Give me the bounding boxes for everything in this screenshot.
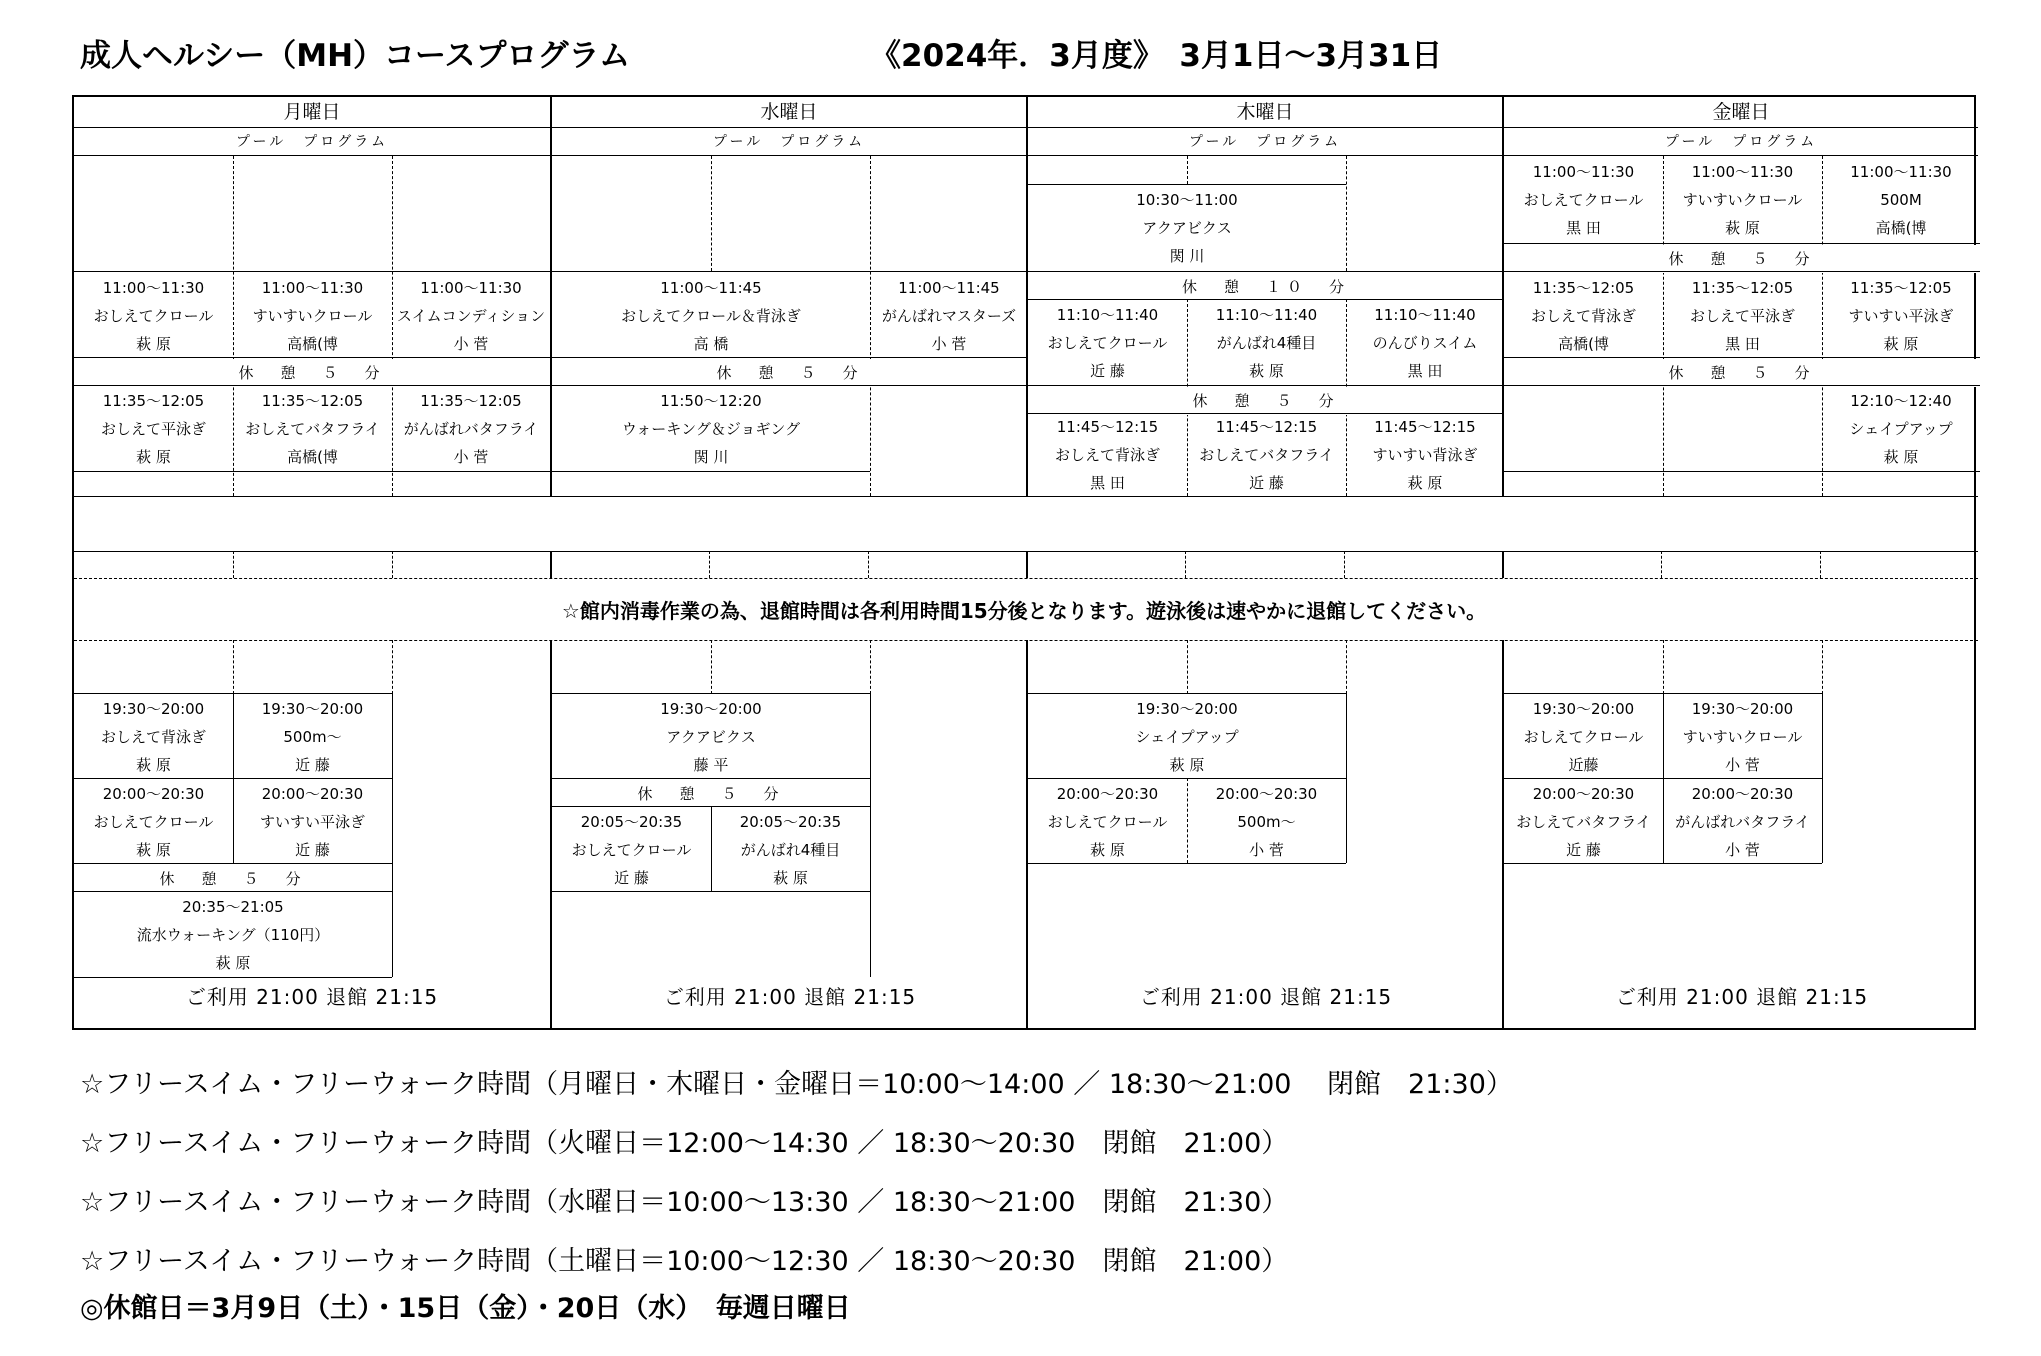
- class-time: 11:00～11:30: [1691, 163, 1794, 181]
- free-swim-hours: ☆フリースイム・フリーウォーク時間（月曜日・木曜日・金曜日＝10:00～14:00 ／ 18:30～21:00 閉館 21:30）: [80, 1069, 1513, 1100]
- divider: [1028, 299, 1504, 300]
- divider: [1346, 640, 1347, 694]
- instructor: 藤 平: [693, 756, 729, 774]
- divider: [1663, 640, 1664, 694]
- class-cell: [1346, 301, 1504, 385]
- instructor: 萩 原: [136, 841, 171, 859]
- class-time: 11:10～11:40: [1215, 306, 1318, 324]
- class-cell: [552, 695, 870, 779]
- instructor: 関 川: [1169, 247, 1205, 265]
- instructor: 黒 田: [1725, 335, 1760, 353]
- day-name: 金曜日: [1504, 97, 1978, 128]
- instructor: 近藤: [1568, 756, 1599, 774]
- class-time: 11:00～11:30: [102, 279, 205, 297]
- instructor: 萩 原: [136, 756, 171, 774]
- class-time: 11:00～11:30: [420, 279, 522, 297]
- class-name: おしえて背泳ぎ: [100, 728, 206, 746]
- divider: [1661, 551, 1662, 578]
- divider: [870, 693, 871, 977]
- class-time: 20:35～21:05: [182, 898, 284, 916]
- class-time: 12:10～12:40: [1850, 392, 1952, 410]
- divider: [1187, 156, 1188, 184]
- instructor: 近 藤: [1090, 362, 1125, 380]
- class-name: すいすい平泳ぎ: [259, 813, 365, 831]
- divider: [233, 551, 234, 578]
- class-name: シェイプアップ: [1849, 420, 1953, 438]
- instructor: 近 藤: [295, 841, 330, 859]
- divider: [74, 578, 1978, 579]
- divider: [552, 385, 1028, 386]
- divider: [74, 496, 1978, 497]
- divider: [1346, 693, 1347, 863]
- class-name: がんばれ4種目: [1216, 334, 1317, 352]
- instructor: 高 橋: [693, 335, 729, 353]
- instructor: 萩 原: [136, 335, 171, 353]
- class-name: アクアビクス: [1142, 219, 1232, 237]
- instructor: 高橋(博: [1558, 335, 1609, 353]
- class-time: 11:00～11:30: [261, 279, 364, 297]
- class-cell: [74, 695, 233, 779]
- divider: [1504, 385, 1980, 386]
- class-cell: [74, 893, 392, 977]
- day-name: 木曜日: [1028, 97, 1502, 128]
- class-name: おしえて平泳ぎ: [1689, 307, 1795, 325]
- class-time: 11:50～12:20: [660, 392, 762, 410]
- class-time: 11:35～12:05: [261, 392, 364, 410]
- class-time: 19:30～20:00: [1691, 700, 1794, 718]
- instructor: 小 菅: [453, 335, 489, 353]
- divider: [709, 551, 710, 578]
- divider: [550, 551, 552, 578]
- class-cell: [1504, 274, 1663, 358]
- class-name: おしえてクロール: [571, 841, 692, 859]
- divider: [1504, 778, 1822, 779]
- divider: [392, 640, 393, 694]
- class-cell: [1663, 158, 1822, 242]
- class-time: 19:30～20:00: [1532, 700, 1635, 718]
- class-name: おしえて背泳ぎ: [1054, 446, 1160, 464]
- class-name: ウォーキング＆ジョギング: [621, 420, 801, 438]
- class-name: すいすい背泳ぎ: [1372, 446, 1478, 464]
- class-name: おしえてクロール: [1523, 728, 1644, 746]
- instructor: 小 菅: [1725, 756, 1760, 774]
- day-name: 水曜日: [552, 97, 1026, 128]
- instructor: 近 藤: [1249, 474, 1284, 492]
- closing-time: ご利用 21:00 退館 21:15: [185, 985, 439, 1009]
- divider: [1028, 184, 1346, 185]
- divider: [74, 863, 392, 864]
- pool-program-label: プール プログラム: [74, 128, 550, 156]
- class-time: 11:35～12:05: [1532, 279, 1635, 297]
- class-cell: [1504, 695, 1663, 779]
- class-cell: [1504, 158, 1663, 242]
- class-name: がんばれ4種目: [740, 841, 841, 859]
- divider: [74, 778, 392, 779]
- class-time: 10:30～11:00: [1136, 191, 1238, 209]
- instructor: 関 川: [693, 448, 729, 466]
- divider: [74, 640, 1978, 641]
- instructor: 萩 原: [1090, 841, 1125, 859]
- class-time: 20:05～20:35: [580, 813, 683, 831]
- break-label: 休 憩 ５ 分: [74, 865, 392, 893]
- instructor: 高橋(博: [1875, 219, 1927, 237]
- divider: [74, 385, 550, 386]
- divider: [1187, 640, 1188, 694]
- divider: [1346, 156, 1347, 271]
- class-name: おしえてクロール: [93, 307, 214, 325]
- divider: [1504, 863, 1822, 864]
- class-name: おしえてバタフライ: [1516, 813, 1651, 831]
- divider: [392, 551, 393, 578]
- divider: [1026, 551, 1028, 578]
- instructor: 高橋(博: [287, 335, 338, 353]
- instructor: 黒 田: [1090, 474, 1125, 492]
- class-cell: [711, 808, 870, 892]
- class-name: すいすいクロール: [1682, 191, 1803, 209]
- class-cell: [1028, 413, 1187, 497]
- break-label: 休 憩 ５ 分: [552, 359, 1028, 387]
- class-name: おしえてバタフライ: [245, 420, 380, 438]
- instructor: 萩 原: [1725, 219, 1760, 237]
- instructor: 萩 原: [1883, 448, 1919, 466]
- divider: [870, 640, 871, 694]
- class-name: おしえてクロール＆背泳ぎ: [621, 307, 801, 325]
- class-time: 20:00～20:30: [102, 785, 205, 803]
- class-cell: [1663, 274, 1822, 358]
- class-name: 500M: [1880, 191, 1922, 209]
- class-name: 500m～: [283, 728, 342, 746]
- divider: [74, 891, 392, 892]
- class-time: 19:30～20:00: [261, 700, 364, 718]
- divider: [1504, 471, 1980, 472]
- class-cell: [1822, 387, 1980, 471]
- divider: [552, 891, 870, 892]
- class-cell: [233, 695, 392, 779]
- instructor: 近 藤: [295, 756, 330, 774]
- divider: [711, 156, 712, 271]
- class-name: おしえてバタフライ: [1199, 446, 1334, 464]
- break-label: 休 憩 ５ 分: [1504, 245, 1980, 273]
- class-name: すいすいクロール: [252, 307, 373, 325]
- class-time: 20:00～20:30: [261, 785, 364, 803]
- divider: [711, 640, 712, 694]
- class-name: おしえてクロール: [1523, 191, 1644, 209]
- instructor: 近 藤: [614, 869, 649, 887]
- instructor: 萩 原: [1169, 756, 1205, 774]
- closed-days: ◎休館日＝3月9日（土）・15日（金）・20日（水） 毎週日曜日: [80, 1293, 851, 1324]
- class-time: 11:45～12:15: [1374, 418, 1476, 436]
- class-name: がんばれマスターズ: [881, 307, 1017, 325]
- divider: [1502, 551, 1504, 578]
- divider: [74, 471, 550, 472]
- class-name: 500m～: [1237, 813, 1296, 831]
- closing-time: ご利用 21:00 退館 21:15: [1615, 985, 1869, 1009]
- break-label: 休 憩 ５ 分: [1504, 359, 1980, 387]
- free-swim-hours: ☆フリースイム・フリーウォーク時間（土曜日＝10:00～12:30 ／ 18:30～20:30 閉館 21:00）: [80, 1246, 1289, 1277]
- class-cell: [1028, 186, 1346, 270]
- divider: [552, 693, 870, 694]
- pool-program-label: プール プログラム: [552, 128, 1026, 156]
- break-label: 休 憩 １０ 分: [1181, 278, 1350, 296]
- class-name: アクアビクス: [666, 728, 756, 746]
- class-cell: [1028, 301, 1187, 385]
- class-name: おしえてクロール: [1047, 334, 1168, 352]
- break-label: 休 憩 ５ 分: [74, 359, 550, 387]
- class-time: 19:30～20:00: [660, 700, 762, 718]
- divider: [1028, 271, 1504, 272]
- divider: [233, 640, 234, 694]
- class-name: 流水ウォーキング（110円）: [136, 926, 330, 944]
- class-time: 11:00～11:45: [898, 279, 1000, 297]
- free-swim-hours: ☆フリースイム・フリーウォーク時間（水曜日＝10:00～13:30 ／ 18:30～21:00 閉館 21:30）: [80, 1187, 1289, 1218]
- class-cell: [233, 780, 392, 864]
- pool-program-label: プール プログラム: [1028, 128, 1502, 156]
- class-time: 11:10～11:40: [1056, 306, 1159, 324]
- class-time: 11:00～11:30: [1850, 163, 1952, 181]
- class-name: すいすいクロール: [1682, 728, 1803, 746]
- divider: [1504, 243, 1980, 244]
- divider: [1028, 385, 1504, 386]
- class-time: 20:05～20:35: [739, 813, 842, 831]
- day-name: 月曜日: [74, 97, 550, 128]
- pool-program-label: プール プログラム: [1504, 128, 1978, 156]
- instructor: 高橋(博: [287, 448, 338, 466]
- class-time: 19:30～20:00: [1136, 700, 1238, 718]
- divider: [552, 271, 1028, 272]
- class-cell: [233, 274, 392, 358]
- class-cell: [74, 274, 233, 358]
- class-time: 11:35～12:05: [420, 392, 522, 410]
- divider: [392, 693, 393, 977]
- divider: [1028, 693, 1346, 694]
- divider: [1504, 357, 1980, 358]
- class-cell: [74, 387, 233, 471]
- divider: [552, 778, 870, 779]
- class-cell: [552, 808, 711, 892]
- class-name: おしえてクロール: [93, 813, 214, 831]
- divider: [1504, 271, 1980, 272]
- class-cell: [1187, 301, 1346, 385]
- instructor: 小 菅: [931, 335, 967, 353]
- instructor: 萩 原: [1883, 335, 1919, 353]
- class-cell: [1346, 413, 1504, 497]
- divider: [1822, 640, 1823, 694]
- divider: [1820, 551, 1821, 578]
- instructor: 小 菅: [1249, 841, 1284, 859]
- class-cell: [1187, 413, 1346, 497]
- disinfection-notice: ☆館内消毒作業の為、退館時間は各利用時間15分後となります。遊泳後は速やかに退館してください。: [561, 599, 1487, 623]
- class-time: 20:00～20:30: [1691, 785, 1794, 803]
- break-label: 休 憩 ５ 分: [552, 780, 870, 808]
- class-time: 11:35～12:05: [1850, 279, 1952, 297]
- divider: [1344, 551, 1345, 578]
- class-time: 20:00～20:30: [1215, 785, 1318, 803]
- class-time: 19:30～20:00: [102, 700, 205, 718]
- closing-time: ご利用 21:00 退館 21:15: [663, 985, 917, 1009]
- divider: [74, 357, 550, 358]
- class-cell: [1504, 780, 1663, 864]
- schedule-table: [72, 95, 1976, 1030]
- class-name: おしえてクロール: [1047, 813, 1168, 831]
- instructor: 小 菅: [1725, 841, 1760, 859]
- class-name: のんびりスイム: [1372, 334, 1478, 352]
- divider: [74, 271, 550, 272]
- break-label: 休 憩 ５ 分: [1028, 387, 1504, 415]
- instructor: 黒 田: [1566, 219, 1601, 237]
- class-cell: [1028, 695, 1346, 779]
- class-time: 20:00～20:30: [1532, 785, 1635, 803]
- class-time: 11:45～12:15: [1056, 418, 1159, 436]
- divider: [1028, 863, 1346, 864]
- instructor: 萩 原: [215, 954, 251, 972]
- divider: [552, 357, 1028, 358]
- schedule-period: 《2024年．3月度》 3月1日～3月31日: [870, 38, 1443, 74]
- class-time: 11:35～12:05: [1691, 279, 1794, 297]
- divider: [552, 471, 870, 472]
- class-cell: [392, 274, 550, 358]
- instructor: 黒 田: [1407, 362, 1443, 380]
- instructor: 萩 原: [773, 869, 808, 887]
- class-time: 20:00～20:30: [1056, 785, 1159, 803]
- free-swim-hours: ☆フリースイム・フリーウォーク時間（火曜日＝12:00～14:30 ／ 18:30～20:30 閉館 21:00）: [80, 1128, 1289, 1159]
- class-name: すいすい平泳ぎ: [1848, 307, 1954, 325]
- class-cell: [392, 387, 550, 471]
- class-cell: [1822, 274, 1980, 358]
- class-cell: [1663, 695, 1822, 779]
- class-time: 11:45～12:15: [1215, 418, 1318, 436]
- class-cell: [74, 780, 233, 864]
- divider: [1822, 693, 1823, 863]
- class-cell: [233, 387, 392, 471]
- class-cell: [1663, 780, 1822, 864]
- class-time: 11:00～11:30: [1532, 163, 1635, 181]
- page-title: 成人ヘルシー（MH）コースプログラム: [80, 38, 631, 74]
- class-name: がんばれバタフライ: [1675, 813, 1810, 831]
- class-name: おしえて背泳ぎ: [1530, 307, 1636, 325]
- class-time: 11:35～12:05: [102, 392, 205, 410]
- class-cell: [870, 274, 1028, 358]
- class-time: 11:00～11:45: [660, 279, 762, 297]
- instructor: 近 藤: [1566, 841, 1601, 859]
- class-name: おしえて平泳ぎ: [100, 420, 206, 438]
- class-time: 11:10～11:40: [1374, 306, 1476, 324]
- divider: [1185, 551, 1186, 578]
- class-cell: [1187, 780, 1346, 864]
- class-cell: [1822, 158, 1980, 242]
- class-name: がんばれバタフライ: [403, 420, 539, 438]
- divider: [868, 551, 869, 578]
- class-name: スイムコンディション: [396, 307, 546, 325]
- instructor: 萩 原: [136, 448, 171, 466]
- divider: [74, 977, 392, 978]
- instructor: 萩 原: [1407, 474, 1443, 492]
- class-cell: [552, 274, 870, 358]
- class-cell: [1028, 780, 1187, 864]
- class-cell: [552, 387, 870, 471]
- closing-time: ご利用 21:00 退館 21:15: [1139, 985, 1393, 1009]
- instructor: 萩 原: [1249, 362, 1284, 380]
- class-name: シェイプアップ: [1135, 728, 1239, 746]
- instructor: 小 菅: [453, 448, 489, 466]
